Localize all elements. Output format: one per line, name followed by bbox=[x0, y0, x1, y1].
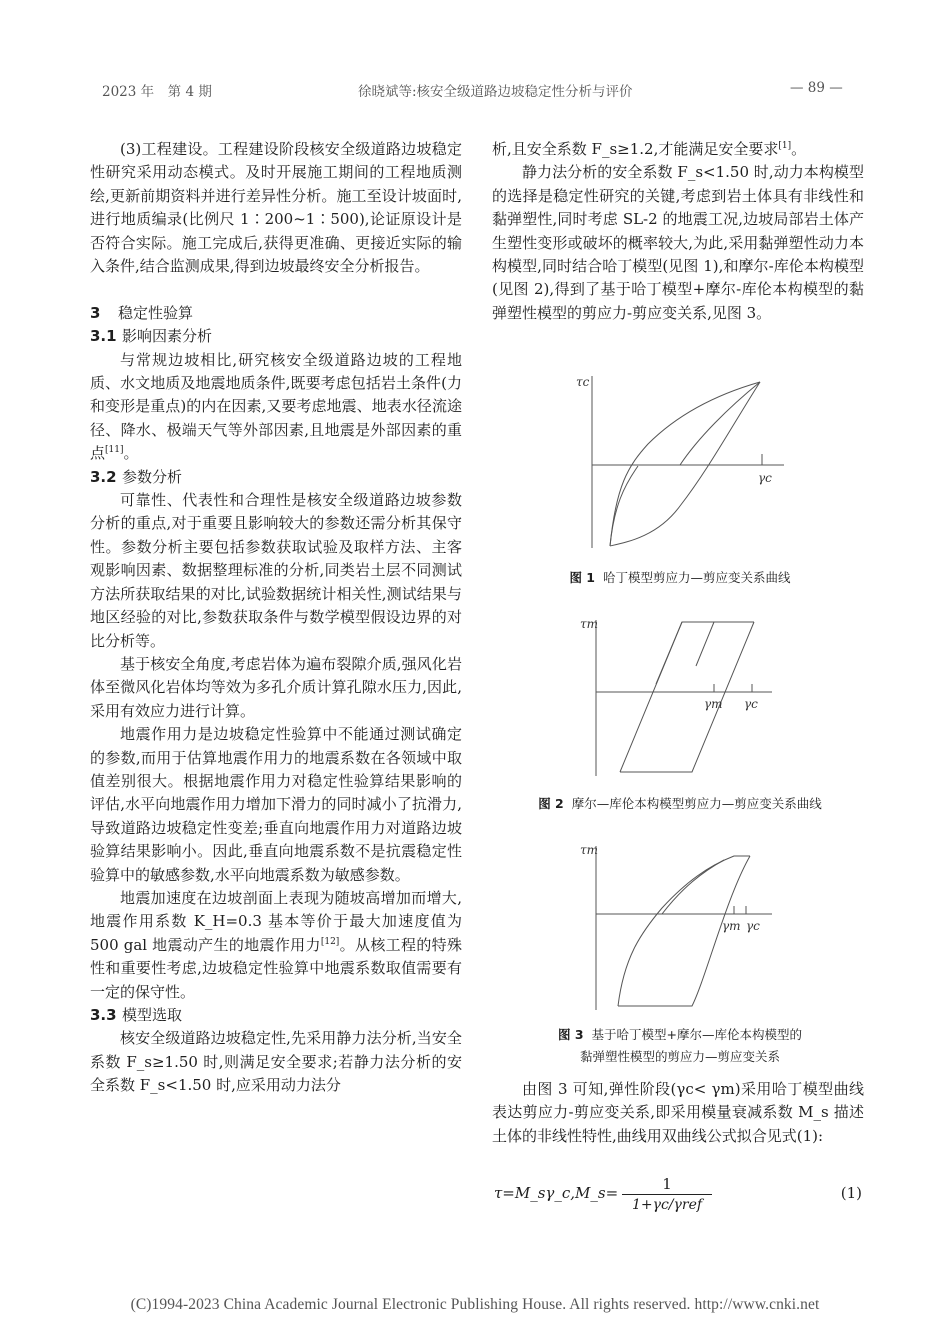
fig2-caption-text: 摩尔—库伦本构模型剪应力—剪应变关系曲线 bbox=[571, 796, 822, 811]
fig3-label: 图 3 bbox=[557, 1027, 584, 1042]
paragraph bbox=[90, 489, 462, 653]
paragraph-text: 静力法分析的安全系数 F_s<1.50 时,动力本构模型的选择是稳定性研究的关键,考虑到岩土体具有非线性和黏弹塑性,同时考虑 SL-2 的地震工况,边坡局部岩土体产生塑性变形或破坏的概率较大,为此,采用黏弹塑性动力本构模型,同时结合哈丁模型(见图 1),和摩尔-库伦本构模型(见图 2),得到了基于哈丁模型+摩尔-库伦本构模型的黏弹塑性模型的剪应力-剪应变关系,见图 3。 bbox=[492, 163, 864, 322]
paragraph-text: 可靠性、代表性和合理性是核安全级道路边坡参数分析的重点,对于重要且影响较大的参数还需分析其保守性。参数分析主要包括参数获取试验及取样方法、主客观影响因素、数据整理标准的分析,同类岩土层不同测试方法所获取结果的对比,试验数据统计相关性,测试结果与地区经验的对比,参数获取条件与数学模型假设边界的对比分析等。 bbox=[90, 491, 462, 650]
section-heading bbox=[90, 325, 462, 348]
paragraph bbox=[90, 723, 462, 887]
right-column-after-figures bbox=[492, 1078, 864, 1148]
equation-denominator: 1+γc/γref bbox=[631, 1197, 703, 1213]
fig2-loop-right bbox=[620, 622, 754, 772]
figure-1-hardin-curve bbox=[568, 366, 798, 558]
journal-issue: 2023 年 第 4 期 bbox=[102, 84, 212, 100]
figure-2-mohr-coulomb-curve bbox=[576, 612, 776, 782]
paragraph-text: 核安全级道路边坡稳定性,先采用静力法分析,当安全系数 F_s≥1.50 时,则满足安全要求;若静力法分析的安全系数 F_s<1.50 时,应采用动力法分 bbox=[90, 1029, 462, 1095]
section-heading bbox=[90, 302, 462, 325]
fig2-loop-left bbox=[620, 622, 754, 772]
page-number: — 89 — bbox=[790, 80, 843, 96]
section-title: 稳定性验算 bbox=[118, 303, 194, 322]
paragraph-tail: 。 bbox=[123, 444, 139, 463]
fig2-x-label-c: γc bbox=[744, 697, 758, 711]
fig3-caption-line2: 黏弹塑性模型的剪应力—剪应变关系 bbox=[579, 1049, 780, 1064]
paragraph bbox=[90, 887, 462, 1004]
copyright-footer: (C)1994-2023 China Academic Journal Electronic Publishing House. All rights reserved. http://www.cnki.net bbox=[130, 1296, 820, 1313]
section-heading bbox=[90, 1004, 462, 1027]
paragraph-tail: 。 bbox=[791, 140, 807, 158]
fig2-label: 图 2 bbox=[538, 796, 564, 811]
section-title: 影响因素分析 bbox=[122, 327, 213, 346]
citation-ref: [11] bbox=[105, 445, 124, 456]
equation-1 bbox=[494, 1174, 866, 1218]
section-number: 3.1 bbox=[90, 327, 117, 346]
equation-lhs: τ=M_sγ_c,M_s= bbox=[494, 1184, 619, 1202]
paragraph bbox=[90, 653, 462, 723]
left-column bbox=[90, 138, 462, 1098]
paragraph-text: 析,且安全系数 F_s≥1.2,才能满足安全要求 bbox=[492, 140, 779, 158]
equation-fraction bbox=[622, 1174, 712, 1215]
spacer bbox=[90, 278, 462, 301]
fig3-y-label: τm bbox=[580, 843, 599, 857]
fig1-inner-curve bbox=[680, 382, 760, 465]
figure-3-combined-curve bbox=[576, 838, 776, 1014]
fig1-caption-text: 哈丁模型剪应力—剪应变关系曲线 bbox=[603, 570, 791, 585]
paragraph bbox=[90, 138, 462, 278]
paragraph-text: 地震作用力是边坡稳定性验算中不能通过测试确定的参数,而用于估算地震作用力的地震系数在各领域中取值差别很大。根据地震作用力对稳定性验算结果影响的评估,水平向地震作用力增加下滑力的同时减小了抗滑力,导致道路边坡稳定性变差;垂直向地震作用力对道路边坡验算结果影响小。因此,垂直向地震系数不是抗震稳定性验算中的敏感参数,水平向地震系数为敏感参数。 bbox=[90, 725, 462, 884]
figure-1-caption bbox=[494, 568, 866, 586]
running-title: 徐晓斌等:核安全级道路边坡稳定性分析与评价 bbox=[358, 84, 633, 100]
fig1-y-label: τc bbox=[576, 375, 590, 389]
fig3-x-label-c: γc bbox=[746, 919, 760, 933]
equation-number: (1) bbox=[840, 1184, 862, 1202]
citation-ref: [12] bbox=[320, 936, 340, 947]
fig1-x-label: γc bbox=[758, 471, 772, 485]
paragraph bbox=[492, 138, 864, 161]
figure-3-caption bbox=[494, 1024, 866, 1068]
paragraph-tail: 。从核工程的特殊性和重要性考虑,边坡稳定性验算中地震系数取值需要有一定的保守性。 bbox=[90, 935, 462, 1001]
fig2-x-label-m: γm bbox=[704, 697, 723, 711]
section-title: 参数分析 bbox=[122, 467, 183, 486]
fig3-inner-curve bbox=[662, 860, 724, 914]
paragraph bbox=[90, 1027, 462, 1097]
section-number: 3 bbox=[90, 303, 101, 322]
equation-numerator: 1 bbox=[622, 1174, 712, 1195]
fig2-mid-line-2 bbox=[696, 622, 714, 666]
paragraph-text: 与常规边坡相比,研究核安全级道路边坡的工程地质、水文地质及地震地质条件,既要考虑包括岩土条件(力和变形是重点)的内在因素,又要考虑地震、地表水径流途径、降水、极端天气等外部因素,且地震是外部因素的重点 bbox=[90, 350, 462, 463]
fig1-outer-curve-lower bbox=[610, 382, 760, 546]
section-number: 3.3 bbox=[90, 1006, 117, 1025]
section-number: 3.2 bbox=[90, 467, 117, 486]
section-heading bbox=[90, 466, 462, 489]
citation-ref: [1] bbox=[778, 141, 792, 151]
fig1-skeleton-low bbox=[610, 466, 638, 546]
right-column bbox=[492, 138, 864, 325]
fig2-mid-line bbox=[656, 622, 682, 684]
paragraph bbox=[492, 161, 864, 325]
fig2-y-label: τm bbox=[580, 617, 599, 631]
paragraph: 由图 3 可知,弹性阶段(γc< γm)采用哈丁模型曲线表达剪应力-剪应变关系,即采用模量衰减系数 M_s 描述土体的非线性特性,曲线用双曲线公式拟合见式(1): bbox=[492, 1080, 864, 1145]
paragraph bbox=[90, 349, 462, 466]
figure-2-caption bbox=[494, 794, 866, 812]
fig3-x-label-m: γm bbox=[722, 919, 741, 933]
paragraph-text: 地震加速度在边坡剖面上表现为随坡高增加而增大,地震作用系数 K_H=0.3 基本等价于最大加速度值为 500 gal 地震动产生的地震作用力 bbox=[90, 888, 462, 954]
section-title: 模型选取 bbox=[122, 1006, 183, 1025]
fig1-label: 图 1 bbox=[569, 570, 596, 585]
fig3-caption-line1: 基于哈丁模型+摩尔—库伦本构模型的 bbox=[591, 1027, 803, 1042]
paragraph-text: (3)工程建设。工程建设阶段核安全级道路边坡稳定性研究采用动态模式。及时开展施工期间的工程地质测绘,更新前期资料并进行差异性分析。施工至设计坡面时,进行地质编录(比例尺 1∶200~1∶500),论证原设计是否符合实际。施工完成后,获得更准确、更接近实际的输入条件,结合监测成果,得到边坡最终安全分析报告。 bbox=[90, 140, 462, 276]
paragraph-text: 基于核安全角度,考虑岩体为遍布裂隙介质,强风化岩体至微风化岩体均等效为多孔介质计算孔隙水压力,因此,采用有效应力进行计算。 bbox=[90, 654, 462, 720]
